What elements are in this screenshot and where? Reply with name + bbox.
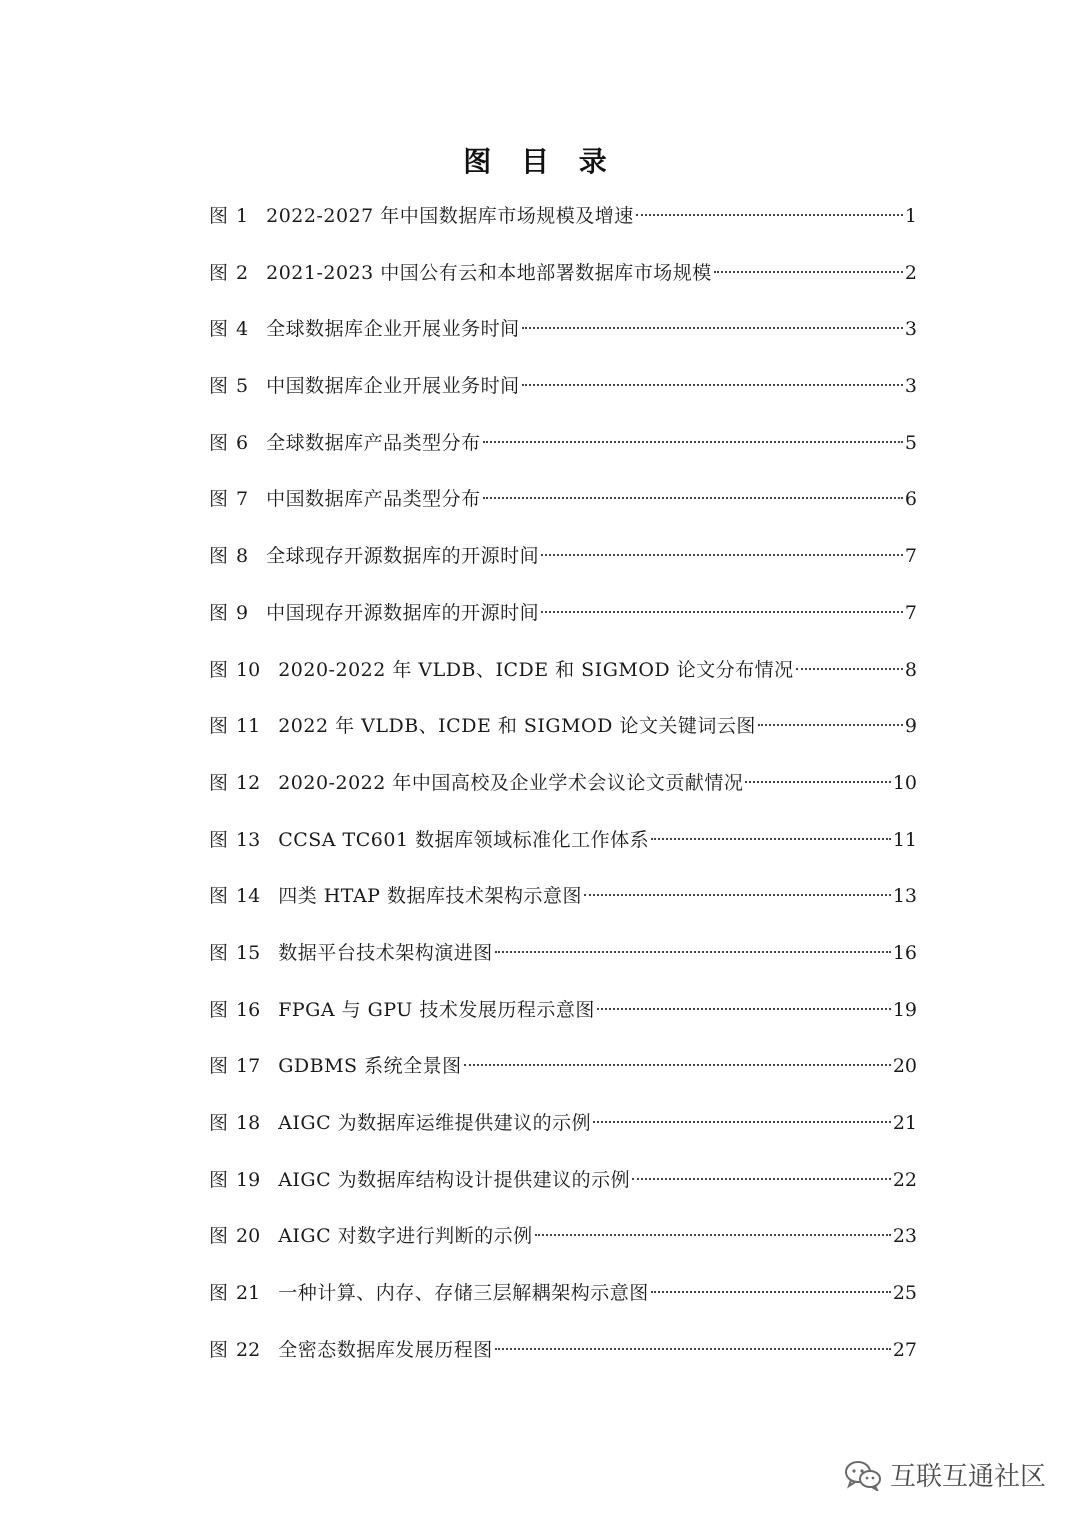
watermark (844, 1456, 1046, 1493)
toc-entry-prefix: 图 (209, 375, 229, 398)
toc-entry-prefix: 图 (209, 1282, 229, 1305)
toc-entry-title: 全球数据库企业开展业务时间 (266, 318, 520, 341)
toc-entry-prefix: 图 (209, 1112, 229, 1134)
toc-entry-prefix: 图 (209, 431, 229, 454)
toc-entry-title: 一种计算、内存、存储三层解耦架构示意图 (278, 1282, 649, 1305)
toc-entry-prefix: 图 (209, 1055, 229, 1078)
toc-dot-leader (522, 384, 903, 386)
toc-entry[interactable] (209, 654, 917, 711)
toc-dot-leader (522, 327, 903, 329)
toc-entry-label (209, 994, 278, 1026)
toc-entry-page: 6 (904, 488, 917, 511)
toc-entry-page: 21 (892, 1112, 917, 1134)
toc-entry-prefix: 图 (209, 488, 229, 511)
toc-entry-number: 21 (236, 1282, 261, 1305)
toc-entry-page: 7 (904, 601, 917, 624)
toc-entry[interactable] (209, 1334, 917, 1391)
toc-dot-leader (541, 611, 903, 613)
toc-entry-label (209, 1050, 278, 1082)
toc-entry-title: 四类 HTAP 数据库技术架构示意图 (278, 885, 582, 908)
toc-entry[interactable] (209, 1107, 917, 1164)
toc-dot-leader (495, 1348, 891, 1350)
toc-entry-prefix: 图 (209, 545, 229, 568)
toc-entry-page: 3 (904, 318, 917, 341)
toc-entry-page: 20 (892, 1055, 917, 1078)
toc-entry-title: 中国现存开源数据库的开源时间 (266, 601, 540, 624)
toc-entry-page: 9 (904, 715, 917, 738)
toc-entry-page: 7 (904, 545, 917, 568)
toc-entry-number: 18 (236, 1112, 261, 1134)
toc-entry-title: FPGA 与 GPU 技术发展历程示意图 (278, 998, 595, 1021)
toc-entry[interactable] (209, 710, 917, 767)
figure-toc-list (209, 200, 917, 1390)
toc-entry-number: 8 (236, 545, 249, 568)
toc-dot-leader (584, 894, 891, 896)
toc-dot-leader (597, 1008, 891, 1010)
toc-entry[interactable] (209, 483, 917, 540)
toc-entry-label (209, 597, 266, 629)
toc-entry-prefix: 图 (209, 941, 229, 964)
toc-dot-leader (593, 1121, 891, 1123)
toc-entry-label (209, 937, 278, 969)
toc-entry-prefix: 图 (209, 1168, 229, 1191)
toc-entry-prefix: 图 (209, 1338, 229, 1361)
toc-entry-number: 13 (236, 828, 261, 851)
wechat-icon (844, 1459, 882, 1491)
toc-entry-label (209, 540, 266, 572)
toc-entry-number: 6 (236, 431, 249, 454)
toc-entry-title: 2022 年 VLDB、ICDE 和 SIGMOD 论文关键词云图 (278, 715, 756, 738)
toc-dot-leader (464, 1064, 891, 1066)
toc-entry-label (209, 1334, 278, 1366)
toc-entry-title: 中国数据库企业开展业务时间 (266, 375, 520, 398)
toc-entry-page: 10 (892, 771, 917, 794)
toc-entry-label (209, 313, 266, 345)
toc-entry-label (209, 824, 278, 856)
toc-entry-label (209, 1220, 278, 1252)
toc-entry-page: 11 (892, 828, 917, 851)
toc-entry-prefix: 图 (209, 658, 229, 681)
toc-entry-label (209, 1164, 278, 1196)
toc-dot-leader (745, 781, 890, 783)
toc-dot-leader (483, 441, 903, 443)
toc-dot-leader (632, 1178, 891, 1180)
toc-entry-page: 13 (892, 885, 917, 908)
toc-entry-title: 数据平台技术架构演进图 (278, 941, 493, 964)
toc-entry[interactable] (209, 370, 917, 427)
watermark-text: 互联互通社区 (889, 1462, 1046, 1492)
toc-entry-title: 2020-2022 年中国高校及企业学术会议论文贡献情况 (278, 771, 744, 794)
toc-entry-page: 25 (892, 1282, 917, 1305)
toc-entry-title: 全密态数据库发展历程图 (278, 1338, 493, 1361)
toc-entry-label (209, 1107, 278, 1139)
toc-entry-prefix: 图 (209, 715, 229, 738)
toc-entry[interactable] (209, 767, 917, 824)
page-title: 图 目 录 (463, 145, 617, 178)
toc-entry-label (209, 200, 266, 232)
toc-entry[interactable] (209, 1164, 917, 1221)
toc-entry-prefix: 图 (209, 1225, 229, 1248)
toc-entry-page: 22 (892, 1168, 917, 1191)
toc-entry-page: 5 (904, 431, 917, 454)
toc-entry-number: 5 (236, 375, 249, 398)
toc-entry-page: 16 (892, 941, 917, 964)
toc-entry-number: 15 (236, 941, 261, 964)
toc-entry-label (209, 483, 266, 515)
toc-entry[interactable] (209, 1050, 917, 1107)
toc-entry-title: 中国数据库产品类型分布 (266, 488, 481, 511)
toc-entry-page: 3 (904, 375, 917, 398)
toc-entry[interactable] (209, 427, 917, 484)
toc-entry-number: 1 (236, 205, 249, 227)
toc-entry-label (209, 880, 278, 912)
toc-entry-prefix: 图 (209, 998, 229, 1021)
toc-entry-number: 14 (236, 885, 261, 908)
toc-entry-number: 12 (236, 771, 261, 794)
toc-entry-number: 11 (236, 715, 261, 738)
toc-dot-leader (651, 1291, 891, 1293)
toc-entry[interactable] (209, 200, 917, 257)
toc-entry[interactable] (209, 824, 917, 881)
toc-dot-leader (636, 214, 903, 216)
toc-entry-page: 8 (904, 658, 917, 681)
toc-entry[interactable] (209, 313, 917, 370)
toc-entry[interactable] (209, 257, 917, 314)
toc-entry-number: 10 (236, 658, 261, 681)
toc-entry-prefix: 图 (209, 828, 229, 851)
toc-entry[interactable] (209, 937, 917, 994)
toc-entry-label (209, 710, 278, 742)
toc-entry-title: AIGC 为数据库结构设计提供建议的示例 (278, 1168, 631, 1191)
toc-entry[interactable] (209, 597, 917, 654)
toc-entry-page: 23 (892, 1225, 917, 1248)
toc-entry-title: AIGC 对数字进行判断的示例 (278, 1225, 533, 1248)
toc-entry-prefix: 图 (209, 771, 229, 794)
toc-entry-number: 20 (236, 1225, 261, 1248)
toc-entry-number: 17 (236, 1055, 261, 1078)
toc-entry-title: 2021-2023 中国公有云和本地部署数据库市场规模 (266, 261, 712, 284)
toc-entry-prefix: 图 (209, 205, 229, 227)
toc-entry-prefix: 图 (209, 885, 229, 908)
toc-entry-page: 2 (904, 261, 917, 284)
toc-entry-label (209, 370, 266, 402)
toc-dot-leader (758, 724, 903, 726)
toc-entry-title: 2020-2022 年 VLDB、ICDE 和 SIGMOD 论文分布情况 (278, 658, 794, 681)
toc-entry-title: AIGC 为数据库运维提供建议的示例 (278, 1112, 592, 1134)
toc-entry-title: GDBMS 系统全景图 (278, 1055, 462, 1078)
toc-entry[interactable] (209, 1277, 917, 1334)
toc-entry-number: 2 (236, 261, 249, 284)
toc-entry[interactable] (209, 540, 917, 597)
toc-dot-leader (541, 554, 903, 556)
toc-dot-leader (796, 668, 903, 670)
toc-entry-title: 全球数据库产品类型分布 (266, 431, 481, 454)
toc-entry-page: 19 (892, 998, 917, 1021)
toc-entry-page: 27 (892, 1338, 917, 1361)
toc-entry-label (209, 1277, 278, 1309)
toc-dot-leader (714, 271, 903, 273)
toc-dot-leader (535, 1234, 891, 1236)
toc-entry-prefix: 图 (209, 261, 229, 284)
toc-entry-label (209, 257, 266, 289)
toc-entry-number: 9 (236, 601, 249, 624)
toc-entry[interactable] (209, 1220, 917, 1277)
toc-entry-title: 全球现存开源数据库的开源时间 (266, 545, 540, 568)
toc-dot-leader (651, 838, 891, 840)
toc-dot-leader (495, 951, 891, 953)
toc-entry-number: 19 (236, 1168, 261, 1191)
toc-entry-title: CCSA TC601 数据库领域标准化工作体系 (278, 828, 650, 851)
toc-entry-number: 22 (236, 1338, 261, 1361)
toc-entry-label (209, 654, 278, 686)
toc-entry-page: 1 (904, 205, 917, 227)
toc-entry-prefix: 图 (209, 601, 229, 624)
toc-entry-prefix: 图 (209, 318, 229, 341)
toc-entry-number: 16 (236, 998, 261, 1021)
toc-entry-label (209, 427, 266, 459)
toc-entry-number: 4 (236, 318, 249, 341)
toc-dot-leader (483, 497, 903, 499)
toc-entry-number: 7 (236, 488, 249, 511)
toc-entry-label (209, 767, 278, 799)
toc-entry-title: 2022-2027 年中国数据库市场规模及增速 (266, 205, 634, 227)
toc-entry[interactable] (209, 880, 917, 937)
toc-entry[interactable] (209, 994, 917, 1051)
